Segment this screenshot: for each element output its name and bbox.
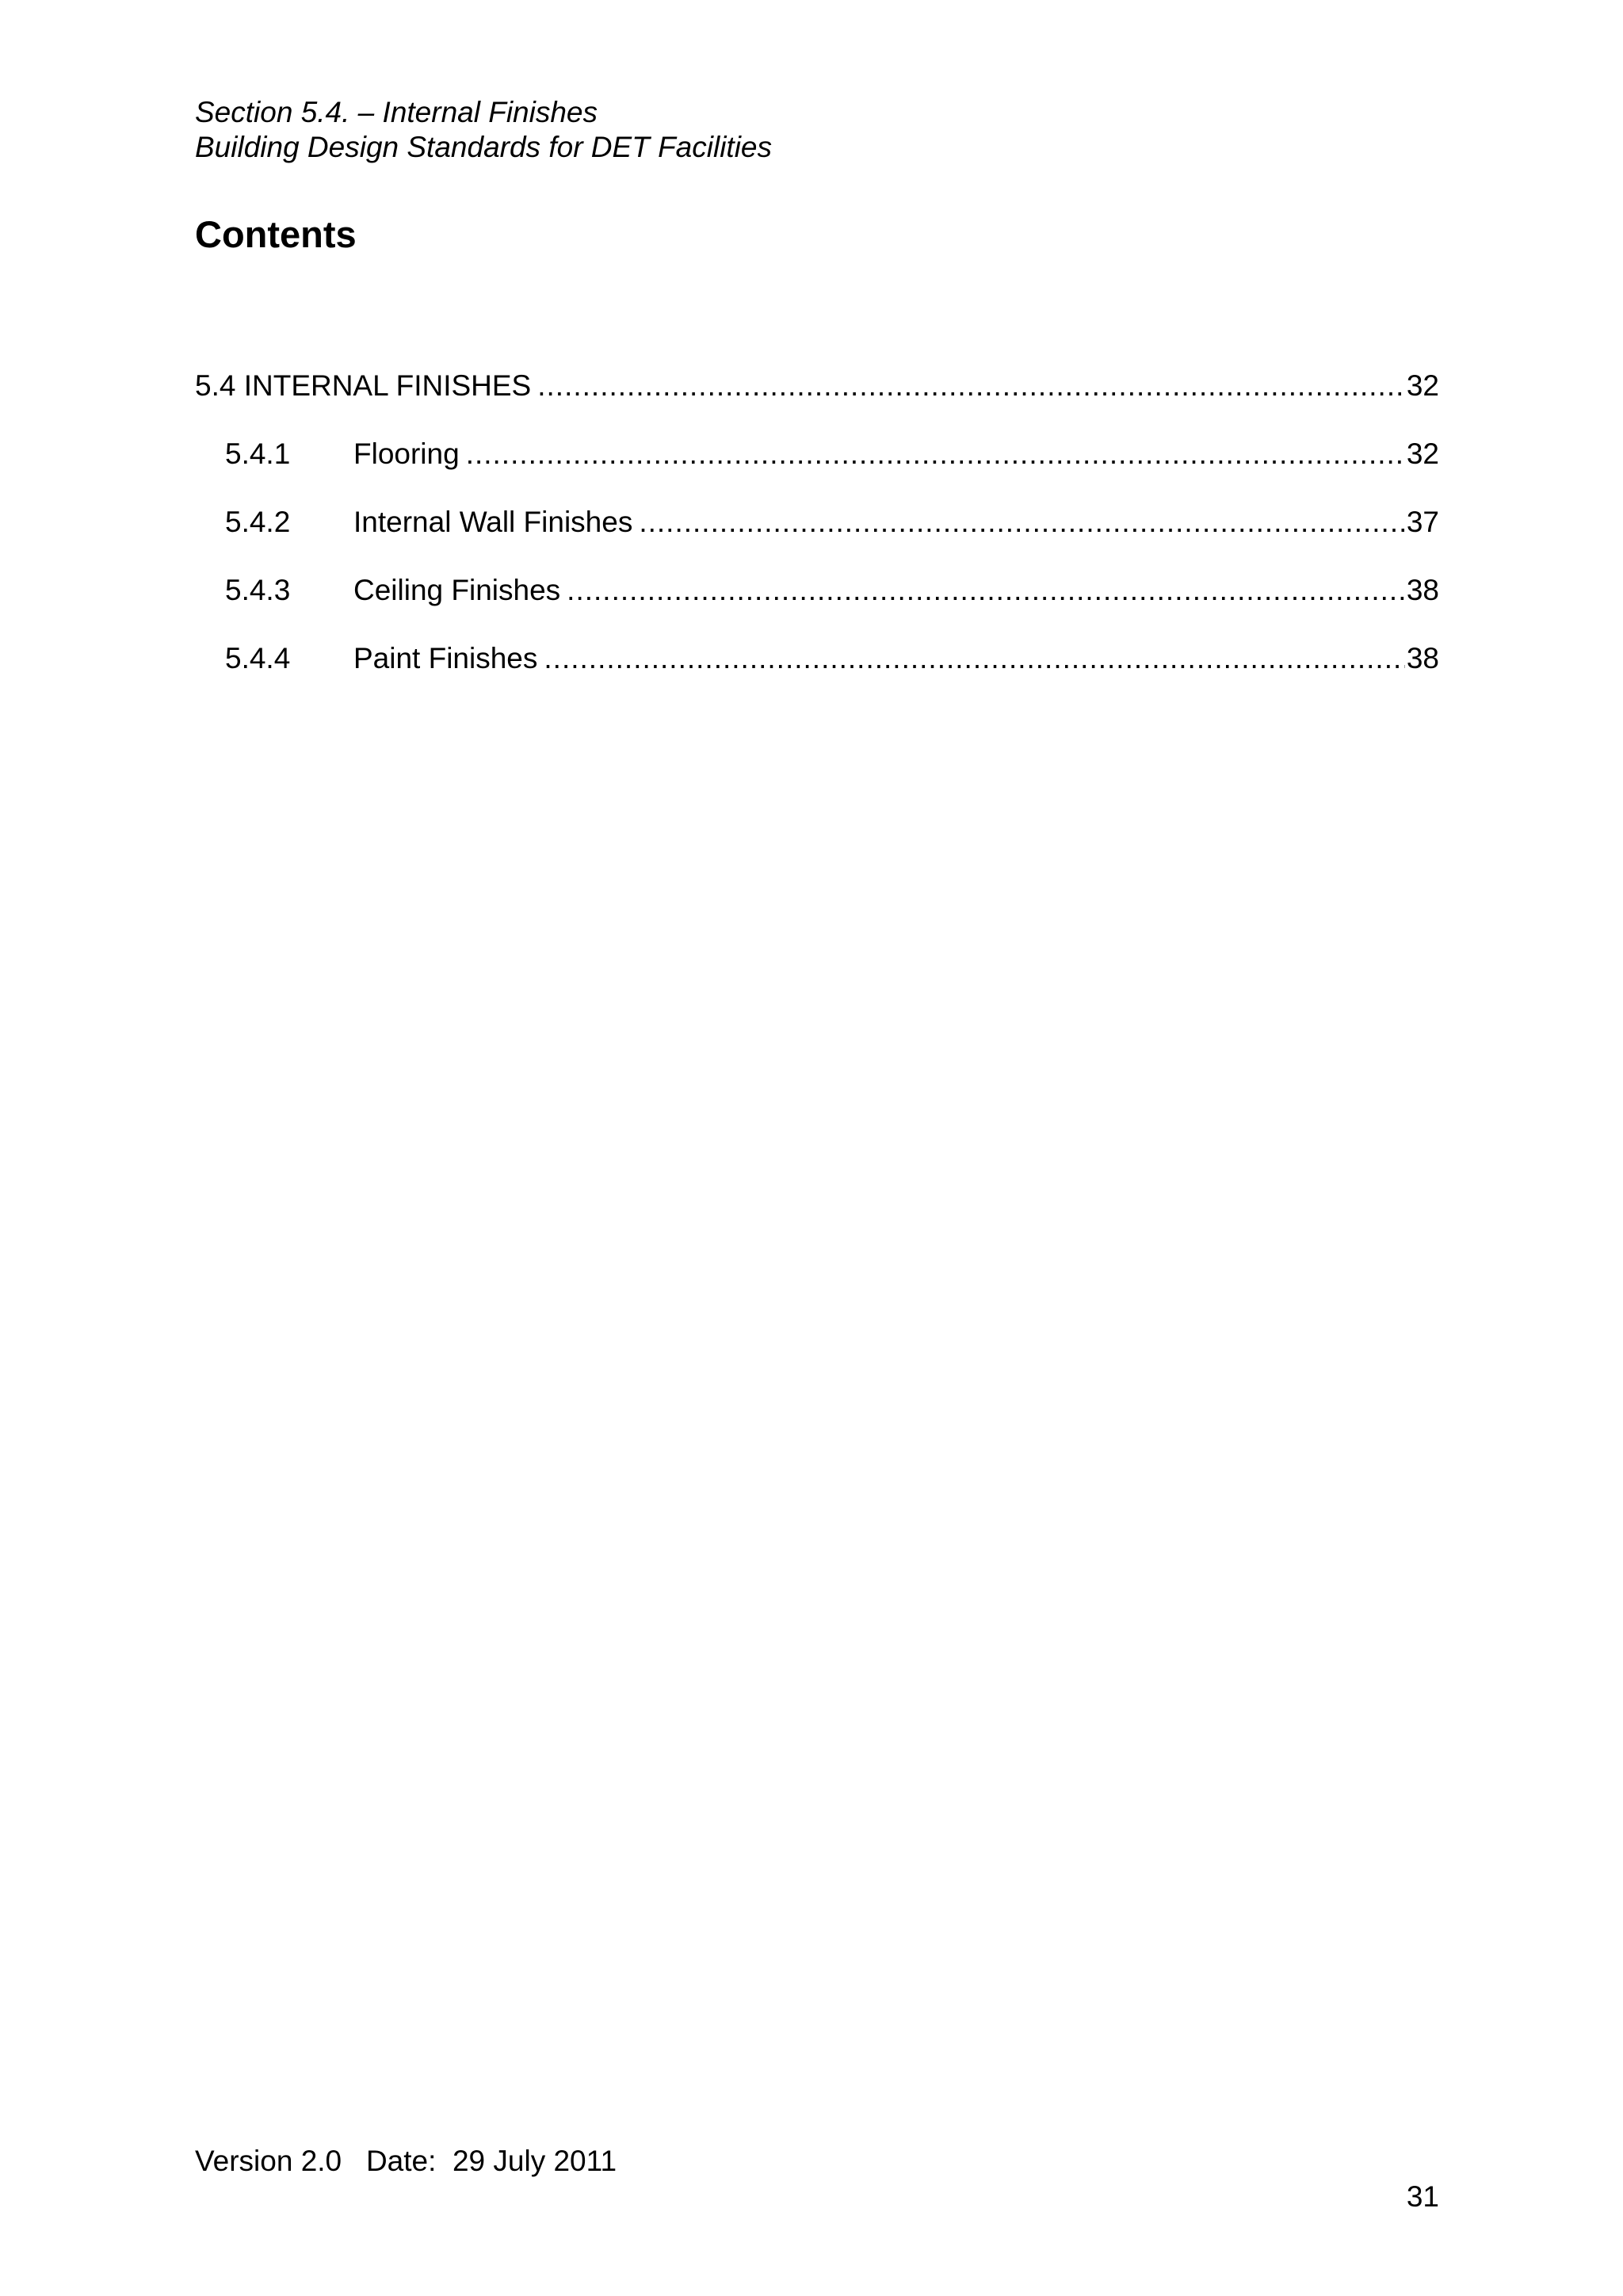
toc-entry-ceiling-finishes[interactable] [195,571,1439,639]
toc-dot-leader [537,366,1405,406]
header-section-line: Section 5.4. – Internal Finishes [195,96,598,128]
toc-entry-title: Flooring [353,437,460,470]
page-header [195,95,772,165]
toc-entry-title: 5.4 INTERNAL FINISHES [195,369,532,402]
toc-entry-page: 38 [1406,574,1439,606]
toc-dot-leader [544,639,1404,678]
toc-entry-page: 32 [1406,437,1439,470]
toc-entry-page: 37 [1406,506,1439,538]
toc-entry-title: Ceiling Finishes [353,574,561,606]
toc-entry-page: 32 [1406,369,1439,402]
toc-dot-leader [466,434,1405,474]
toc-entry-paint-finishes[interactable] [195,639,1439,707]
footer-version-date: Version 2.0 Date: 29 July 2011 [195,2145,617,2177]
toc-entry-number: 5.4.2 [225,506,291,538]
toc-entry-internal-finishes[interactable] [195,366,1439,434]
toc-entry-title: Internal Wall Finishes [353,506,633,538]
toc-entry-number: 5.4.4 [225,642,291,674]
toc-entry-number: 5.4.1 [225,437,291,470]
table-of-contents [195,366,1439,707]
contents-heading: Contents [195,213,357,255]
page-number: 31 [1406,2180,1439,2213]
toc-entry-title: Paint Finishes [353,642,538,674]
toc-entry-internal-wall-finishes[interactable] [195,502,1439,571]
toc-dot-leader [567,571,1405,610]
toc-entry-flooring[interactable] [195,434,1439,502]
header-document-line: Building Design Standards for DET Facilities [195,131,772,163]
toc-entry-number: 5.4.3 [225,574,291,606]
toc-dot-leader [639,502,1405,542]
toc-entry-page: 38 [1406,642,1439,674]
